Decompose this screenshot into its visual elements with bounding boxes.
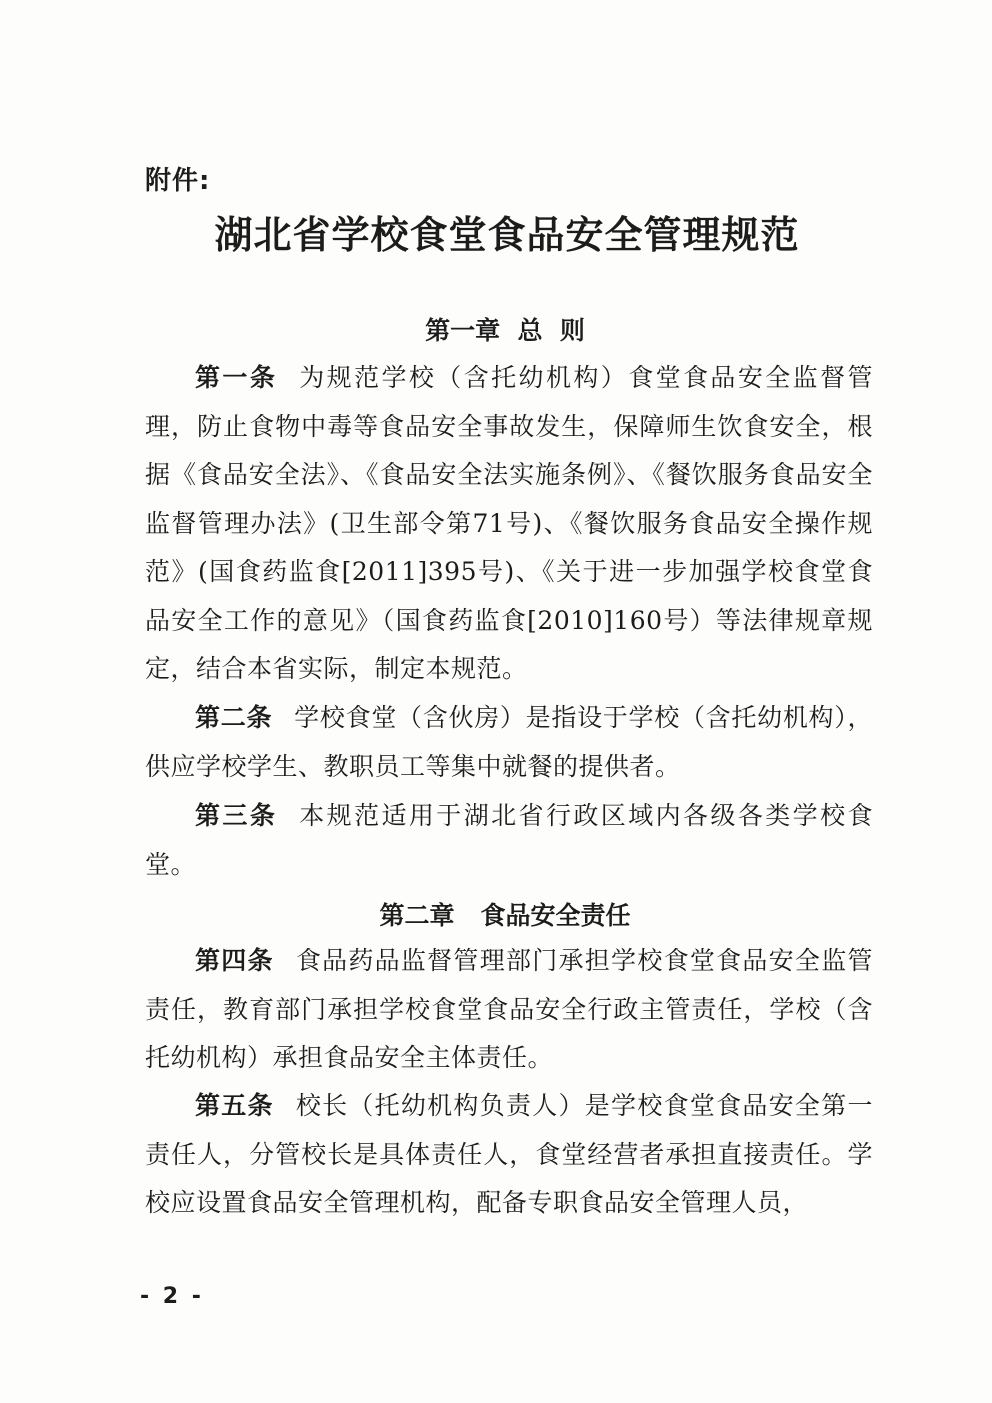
article-text: 学校食堂（含伙房）是指设于学校（含托幼机构），供应学校学生、教职员工等集中就餐的提供者。	[145, 703, 873, 781]
article-2	[145, 694, 873, 791]
page-number: - 2 -	[140, 1284, 204, 1309]
article-number: 第一条	[195, 363, 278, 392]
chapter-heading-1: 第一章 总 则	[425, 316, 585, 345]
article-3	[145, 792, 873, 889]
article-number: 第二条	[195, 703, 273, 732]
article-number: 第四条	[195, 946, 274, 975]
chapter-heading-2: 第二章 食品安全责任	[379, 901, 631, 930]
article-text: 食品药品监督管理部门承担学校食堂食品安全监管责任，教育部门承担学校食堂食品安全行政主管责任，学校（含托幼机构）承担食品安全主体责任。	[145, 946, 873, 1072]
article-text: 为规范学校（含托幼机构）食堂食品安全监督管理，防止食物中毒等食品安全事故发生，保障师生饮食安全，根据《食品安全法》、《食品安全法实施条例》、《餐饮服务食品安全监督管理办法》(卫生部令第71号)、《餐饮服务食品安全操作规范》(国食药监食[2011]395号)、《关于进一步加强学校食堂食品安全工作的意见》（国食药监食[2010]160号）等法律规章规定，结合本省实际，制定本规范。	[145, 363, 873, 683]
attachment-label: 附件:	[145, 166, 211, 196]
article-number: 第五条	[195, 1091, 274, 1120]
article-text: 校长（托幼机构负责人）是学校食堂食品安全第一责任人，分管校长是具体责任人，食堂经营者承担直接责任。学校应设置食品安全管理机构，配备专职食品安全管理人员，	[145, 1091, 873, 1217]
article-text: 本规范适用于湖北省行政区域内各级各类学校食堂。	[145, 801, 873, 879]
article-1	[145, 354, 873, 694]
document-title: 湖北省学校食堂食品安全管理规范	[214, 213, 800, 257]
article-4	[145, 937, 873, 1083]
article-number: 第三条	[195, 801, 278, 830]
article-5	[145, 1082, 873, 1228]
